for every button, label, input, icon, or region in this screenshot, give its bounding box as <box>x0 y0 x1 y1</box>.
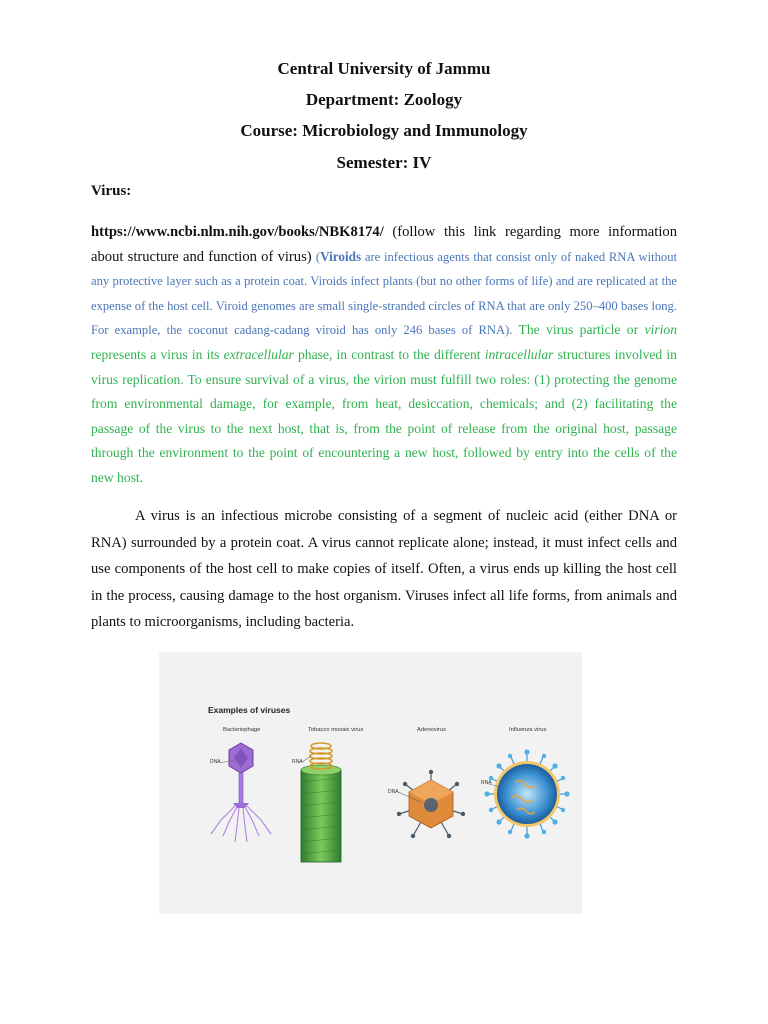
bacteriophage-icon <box>211 743 271 842</box>
influenza-virus-icon <box>484 749 569 838</box>
label-influenza: Influenza virus <box>509 727 547 733</box>
label-bacteriophage: Bacteriophage <box>223 727 261 733</box>
university-name: Central University of Jammu <box>277 59 491 78</box>
label-tobacco-mosaic: Tobacco mosaic virus <box>308 727 364 733</box>
part-label-rna-tmv: RNA <box>292 759 303 765</box>
label-adenovirus: Adenovirus <box>417 727 447 733</box>
department-title: Department: Zoology <box>305 90 463 109</box>
semester-title: Semester: IV <box>336 153 432 172</box>
virus-figure <box>159 652 582 914</box>
paragraph-virus-definition: A virus is an infectious microbe consisting of a segment of nucleic acid (either DNA or RNA) surrounded by a protein coat. A virus cannot replicate alone; instead, it must infect cells and use components of the host cell to make copies of itself. Often, a virus ends up killing the host cell in the process, causing damage to the host organism. Viruses infect all life forms, from animals and plants to microorganisms, including bacteria. <box>91 508 677 631</box>
tobacco-mosaic-virus-icon <box>301 743 341 862</box>
viroid-term: Viroids <box>320 248 362 264</box>
figure-title: Examples of viruses <box>208 705 291 715</box>
adenovirus-icon <box>397 770 465 838</box>
virion-text: The virus particle or virion represents a virus in its extracellular phase, in contrast to the different intracellular structures involved in virus replication. To ensure survival of a virus, the virion must fulfill two roles: (1) protecting the genome from environmental damage, for example, from heat, desiccation, chemicals; and (2) facilitating the passage of the virus to the next host, that is, from the point of release from the original host, passage through the environment to the point of encountering a new host, followed by entry into the cells of the new host. <box>91 322 677 485</box>
section-heading: Virus: <box>91 183 132 199</box>
virus-illustrations <box>159 652 582 914</box>
part-label-rna-influenza: RNA <box>481 780 492 786</box>
paragraph-intro <box>91 220 677 491</box>
course-title: Course: Microbiology and Immunology <box>240 121 528 140</box>
link-note: (follow this link regarding more information about structure and function of virus) <box>91 224 677 265</box>
ncbi-link[interactable]: https://www.ncbi.nlm.nih.gov/books/NBK8174/ <box>91 224 384 240</box>
viroid-text: (Viroids are infectious agents that consist only of naked RNA without any protective layer such as a protein coat. Viroids infect plants (but no other forms of life) and are replicated at the expense of the host cell. Viroid genomes are small single-stranded circles of RNA that are only 250–400 bases long. For example, the coconut cadang-cadang viroid has only 246 bases of RNA). <box>91 248 677 338</box>
part-label-dna-adeno: DNA <box>388 789 399 795</box>
part-label-dna-phage: DNA <box>210 759 221 765</box>
